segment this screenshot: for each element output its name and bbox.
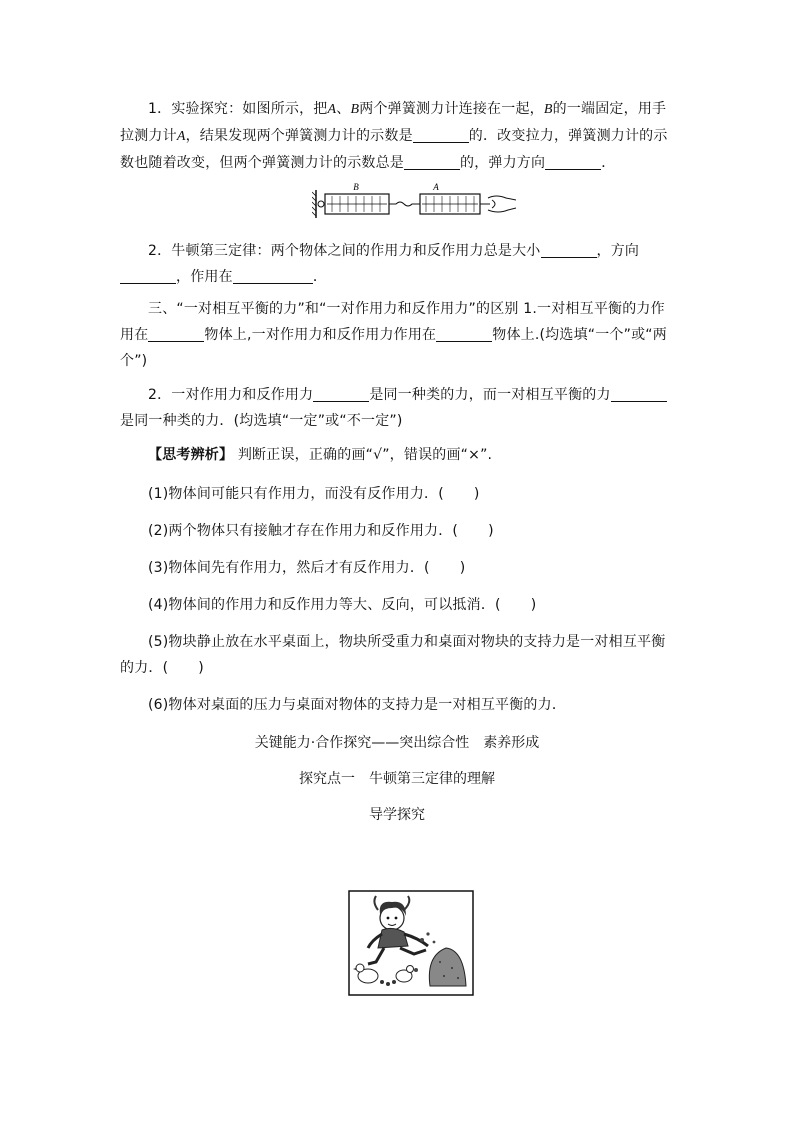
answer-blank[interactable] (611, 385, 667, 402)
answer-blank[interactable] (436, 325, 492, 342)
question-2: 2．牛顿第三定律：两个物体之间的作用力和反作用力总是大小 ，方向，作用在 ． (120, 238, 676, 290)
item-5: (5)物块静止放在水平桌面上，物块所受重力和桌面对物块的支持力是一对相互平衡的力．( ) (120, 634, 666, 676)
spring-scales-figure (312, 182, 518, 222)
answer-blank[interactable] (541, 241, 597, 258)
section-3-part-2: 2．一对作用力和反作用力 是同一种类的力，而一对相互平衡的力是同一种类的力．(均选填“一定”或“不一定”) (120, 382, 676, 434)
q1-number: 1． (148, 101, 172, 117)
heading-exploration-1: 探究点一 牛顿第三定律的理解 (299, 771, 495, 787)
answer-blank[interactable] (413, 126, 469, 143)
item-1: (1)物体间可能只有作用力，而没有反作用力．( ) (148, 486, 480, 502)
label-b: B (353, 182, 359, 192)
answer-blank[interactable] (313, 385, 369, 402)
think-tag: 【思考辨析】 (148, 447, 234, 463)
heading-guided-study: 导学探究 (369, 807, 425, 823)
item-4: (4)物体间的作用力和反作用力等大、反向，可以抵消．( ) (148, 597, 537, 613)
answer-blank[interactable] (545, 153, 601, 170)
label-a: A (433, 182, 439, 192)
answer-blank[interactable] (233, 267, 313, 284)
think-prompt: 【思考辨析】 判断正误，正确的画“√”，错误的画“×”. (148, 447, 493, 463)
item-2: (2)两个物体只有接触才存在作用力和反作用力．( ) (148, 523, 494, 539)
section-3-distinction: 三、“一对相互平衡的力”和“一对作用力和反作用力”的区别 1.一对相互平衡的力作用在 物体上,一对作用力和反作用力作用在 物体上.(均选填“一个”或“两个”) (120, 301, 667, 369)
item-3: (3)物体间先有作用力，然后才有反作用力．( ) (148, 560, 466, 576)
cartoon-illustration (348, 890, 474, 996)
heading-key-ability: 关键能力·合作探究——突出综合性 素养形成 (254, 735, 540, 751)
answer-blank[interactable] (120, 267, 176, 284)
item-6: (6)物体对桌面的压力与桌面对物体的支持力是一对相互平衡的力． (148, 697, 567, 713)
answer-blank[interactable] (148, 325, 204, 342)
answer-blank[interactable] (404, 153, 460, 170)
question-1: 1．实验探究：如图所示，把A、B两个弹簧测力计连接在一起，B的一端固定，用手拉测力计A，结果发现两个弹簧测力计的示数是 的．改变拉力，弹簧测力计的示数也随着改变，但两个弹簧测力计的示数总是 的，弹力方向 ． (120, 101, 668, 171)
